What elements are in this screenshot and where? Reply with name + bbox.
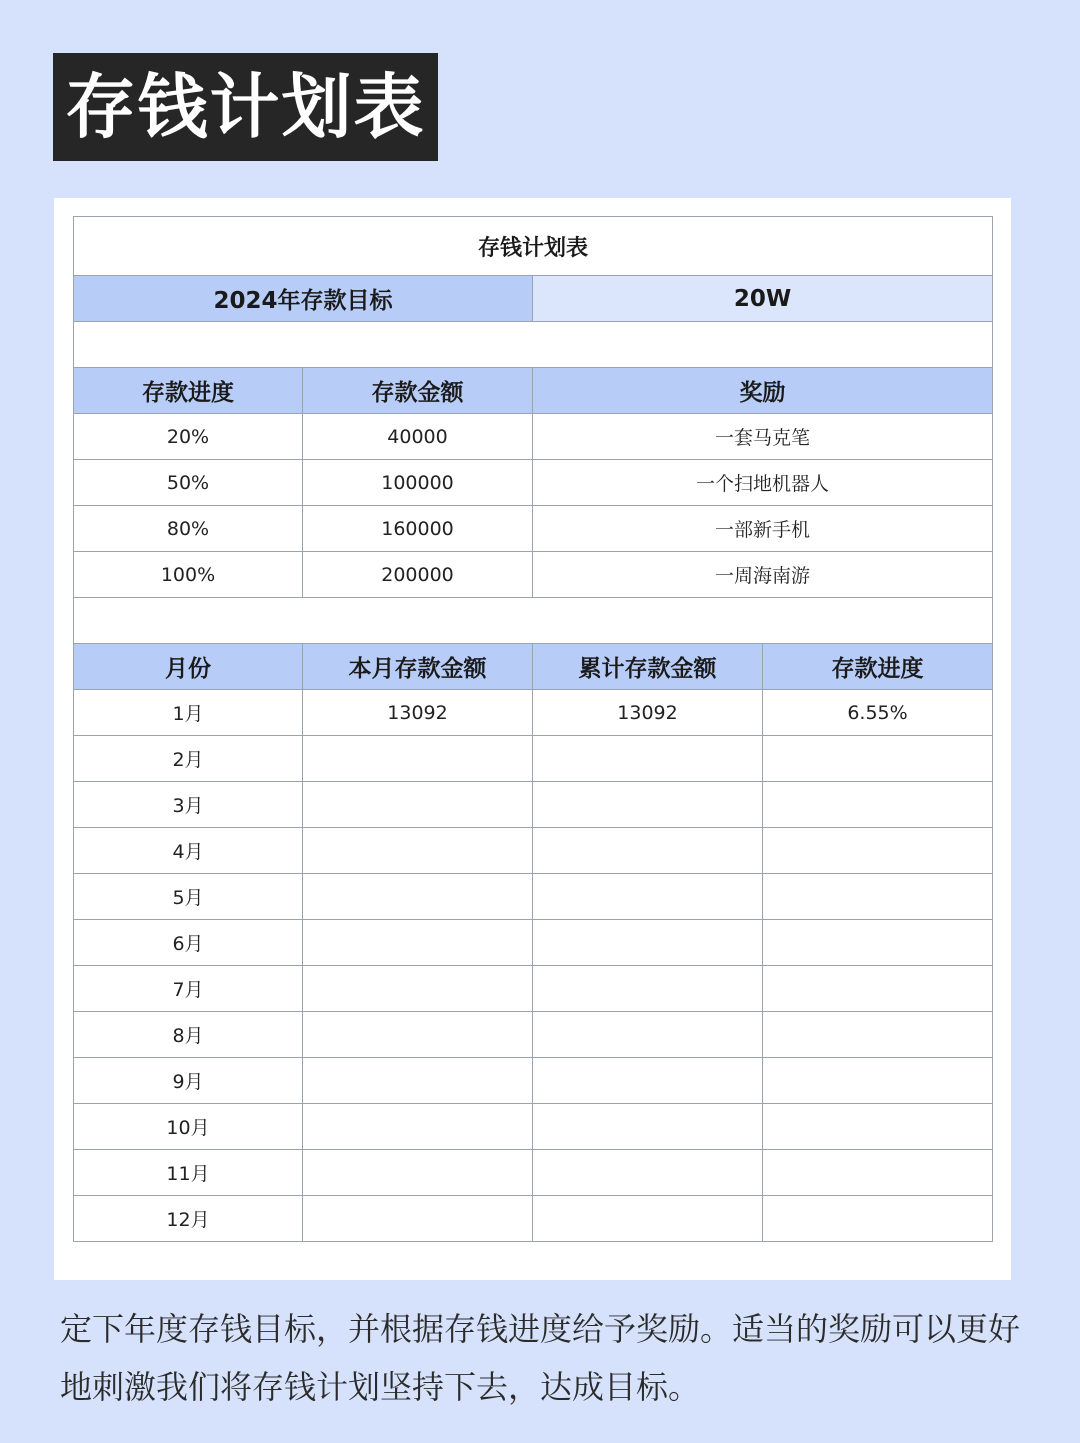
month-cumulative-cell xyxy=(533,782,763,828)
page-title-badge: 存钱计划表 xyxy=(53,53,438,161)
reward-amount: 100000 xyxy=(303,460,533,506)
header-monthly-amount: 本月存款金额 xyxy=(303,644,533,690)
month-month-cell: 8月 xyxy=(74,1012,303,1058)
month-row xyxy=(74,1196,993,1242)
month-month-cell: 5月 xyxy=(74,874,303,920)
month-monthly-cell xyxy=(303,1196,533,1242)
month-cumulative-cell xyxy=(533,920,763,966)
reward-item: 一周海南游 xyxy=(533,552,993,598)
header-reward: 奖励 xyxy=(533,368,993,414)
month-row xyxy=(74,1012,993,1058)
reward-progress: 20% xyxy=(74,414,303,460)
month-monthly-cell: 13092 xyxy=(303,690,533,736)
month-progress-cell xyxy=(763,1058,993,1104)
month-monthly-cell xyxy=(303,828,533,874)
empty-cell xyxy=(74,322,993,368)
month-month-cell: 2月 xyxy=(74,736,303,782)
month-monthly-cell xyxy=(303,1012,533,1058)
month-progress-cell xyxy=(763,920,993,966)
month-cumulative-cell xyxy=(533,1012,763,1058)
header-amount: 存款金额 xyxy=(303,368,533,414)
month-progress-cell xyxy=(763,1104,993,1150)
month-progress-cell xyxy=(763,828,993,874)
month-monthly-cell xyxy=(303,782,533,828)
reward-row xyxy=(74,460,993,506)
sheet-title-row xyxy=(74,217,993,276)
reward-amount: 160000 xyxy=(303,506,533,552)
spacer-row xyxy=(74,598,993,644)
month-progress-cell xyxy=(763,1150,993,1196)
sheet-card xyxy=(54,198,1011,1280)
reward-row xyxy=(74,506,993,552)
month-month-cell: 12月 xyxy=(74,1196,303,1242)
reward-item: 一个扫地机器人 xyxy=(533,460,993,506)
month-progress-cell xyxy=(763,782,993,828)
reward-item: 一套马克笔 xyxy=(533,414,993,460)
month-month-cell: 4月 xyxy=(74,828,303,874)
month-monthly-cell xyxy=(303,1150,533,1196)
month-row xyxy=(74,1150,993,1196)
description-text: 定下年度存钱目标，并根据存钱进度给予奖励。适当的奖励可以更好地刺激我们将存钱计划坚持下去，达成目标。 xyxy=(60,1310,1021,1406)
month-row xyxy=(74,966,993,1012)
goal-label: 2024年存款目标 xyxy=(74,276,533,322)
month-row xyxy=(74,782,993,828)
reward-amount: 40000 xyxy=(303,414,533,460)
month-cumulative-cell xyxy=(533,1104,763,1150)
goal-row xyxy=(74,276,993,322)
month-progress-cell: 6.55% xyxy=(763,690,993,736)
goal-value: 20W xyxy=(533,276,993,322)
sheet-title: 存钱计划表 xyxy=(74,217,993,276)
spacer-row xyxy=(74,322,993,368)
month-cumulative-cell xyxy=(533,1150,763,1196)
month-cumulative-cell xyxy=(533,966,763,1012)
header-monthly-progress: 存款进度 xyxy=(763,644,993,690)
month-cumulative-cell xyxy=(533,874,763,920)
month-monthly-cell xyxy=(303,1104,533,1150)
month-cumulative-cell xyxy=(533,1058,763,1104)
rewards-header-row xyxy=(74,368,993,414)
month-monthly-cell xyxy=(303,1058,533,1104)
reward-row xyxy=(74,414,993,460)
month-row xyxy=(74,874,993,920)
month-month-cell: 3月 xyxy=(74,782,303,828)
month-progress-cell xyxy=(763,966,993,1012)
month-row xyxy=(74,1058,993,1104)
month-cumulative-cell xyxy=(533,1196,763,1242)
month-row xyxy=(74,690,993,736)
month-progress-cell xyxy=(763,1012,993,1058)
header-cumulative-amount: 累计存款金额 xyxy=(533,644,763,690)
reward-amount: 200000 xyxy=(303,552,533,598)
month-monthly-cell xyxy=(303,736,533,782)
reward-item: 一部新手机 xyxy=(533,506,993,552)
month-row xyxy=(74,1104,993,1150)
month-month-cell: 9月 xyxy=(74,1058,303,1104)
month-cumulative-cell: 13092 xyxy=(533,690,763,736)
reward-progress: 50% xyxy=(74,460,303,506)
month-monthly-cell xyxy=(303,874,533,920)
month-month-cell: 10月 xyxy=(74,1104,303,1150)
month-progress-cell xyxy=(763,874,993,920)
month-monthly-cell xyxy=(303,920,533,966)
month-row xyxy=(74,920,993,966)
header-month: 月份 xyxy=(74,644,303,690)
month-monthly-cell xyxy=(303,966,533,1012)
month-row xyxy=(74,828,993,874)
reward-progress: 80% xyxy=(74,506,303,552)
month-row xyxy=(74,736,993,782)
month-month-cell: 7月 xyxy=(74,966,303,1012)
month-progress-cell xyxy=(763,736,993,782)
month-month-cell: 6月 xyxy=(74,920,303,966)
header-progress: 存款进度 xyxy=(74,368,303,414)
savings-plan-table xyxy=(73,216,993,1242)
month-cumulative-cell xyxy=(533,828,763,874)
month-month-cell: 1月 xyxy=(74,690,303,736)
empty-cell xyxy=(74,598,993,644)
reward-row xyxy=(74,552,993,598)
reward-progress: 100% xyxy=(74,552,303,598)
month-cumulative-cell xyxy=(533,736,763,782)
monthly-header-row xyxy=(74,644,993,690)
month-progress-cell xyxy=(763,1196,993,1242)
month-month-cell: 11月 xyxy=(74,1150,303,1196)
